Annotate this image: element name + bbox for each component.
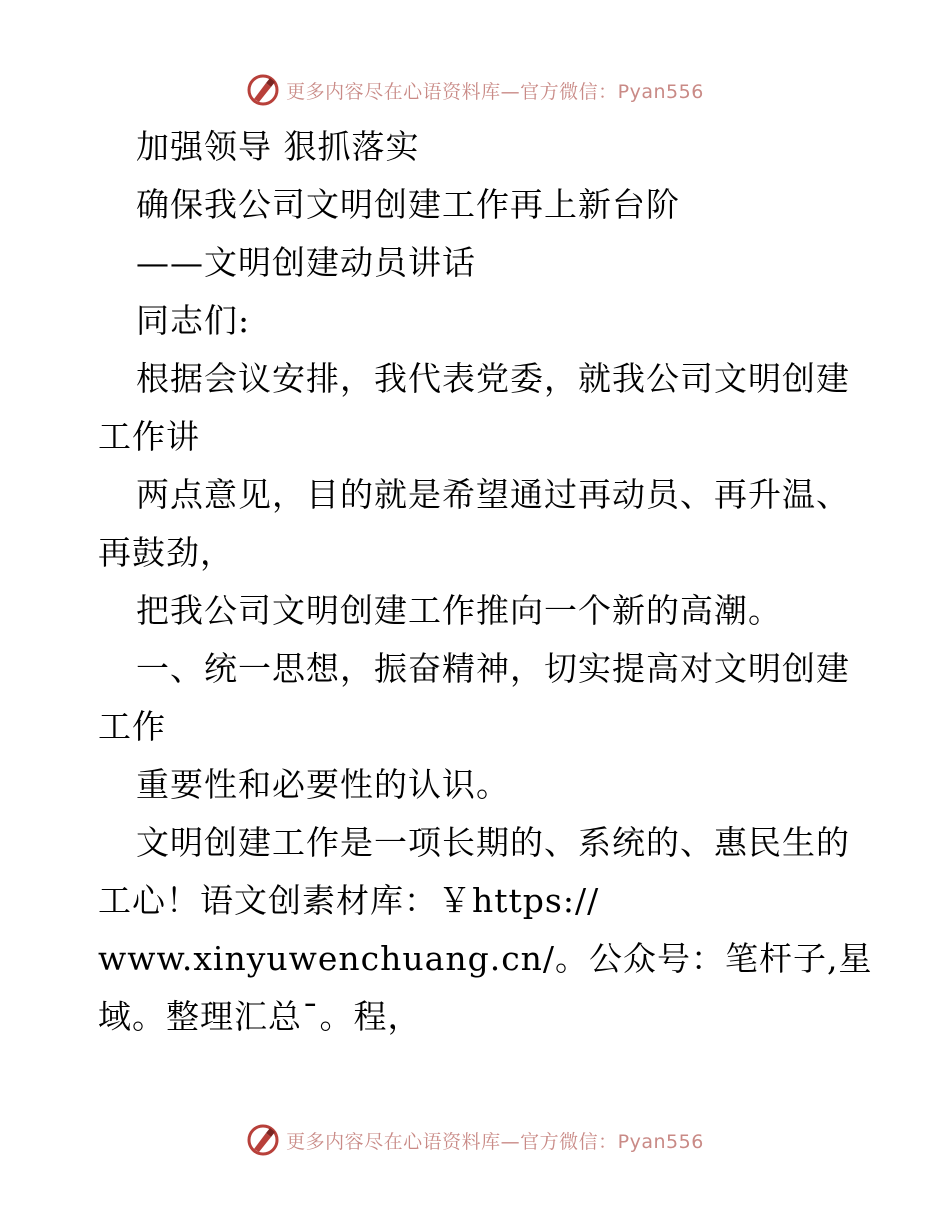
document-line: 确保我公司文明创建工作再上新台阶 bbox=[136, 185, 680, 224]
header-text: 更多内容尽在心语资料库—官方微信：Pyan556 bbox=[286, 80, 704, 103]
document-body bbox=[98, 118, 873, 1046]
document-line: 同志们: bbox=[136, 301, 251, 340]
document-line: 域。整理汇总¯。程， bbox=[98, 997, 422, 1036]
document-line: 工作 bbox=[98, 707, 166, 746]
document-line: 再鼓劲， bbox=[98, 533, 234, 572]
document-line: www.xinyuwenchuang.cn/。公众号：笔杆子,星 bbox=[98, 939, 873, 978]
document-line: 加强领导 狠抓落实 bbox=[136, 127, 420, 166]
document-line: 一、统一思想，振奋精神，切实提高对文明创建 bbox=[136, 649, 850, 688]
pen-logo-icon bbox=[246, 73, 280, 107]
document-line: 文明创建工作是一项长期的、系统的、惠民生的 bbox=[136, 823, 850, 862]
document-line: 工作讲 bbox=[98, 417, 200, 456]
pen-logo-icon bbox=[246, 1123, 280, 1157]
document-line: 把我公司文明创建工作推向一个新的高潮。 bbox=[136, 591, 782, 630]
document-line: 根据会议安排，我代表党委，就我公司文明创建 bbox=[136, 359, 850, 398]
page-footer bbox=[0, 1120, 950, 1160]
document-line: 两点意见，目的就是希望通过再动员、再升温、 bbox=[136, 475, 850, 514]
document-line: 工心！语文创素材库：￥https:// bbox=[98, 881, 600, 920]
page-header bbox=[0, 70, 950, 110]
document-line: ——文明创建动员讲话 bbox=[136, 243, 476, 282]
footer-text: 更多内容尽在心语资料库—官方微信：Pyan556 bbox=[286, 1130, 704, 1153]
document-line: 重要性和必要性的认识。 bbox=[136, 765, 510, 804]
